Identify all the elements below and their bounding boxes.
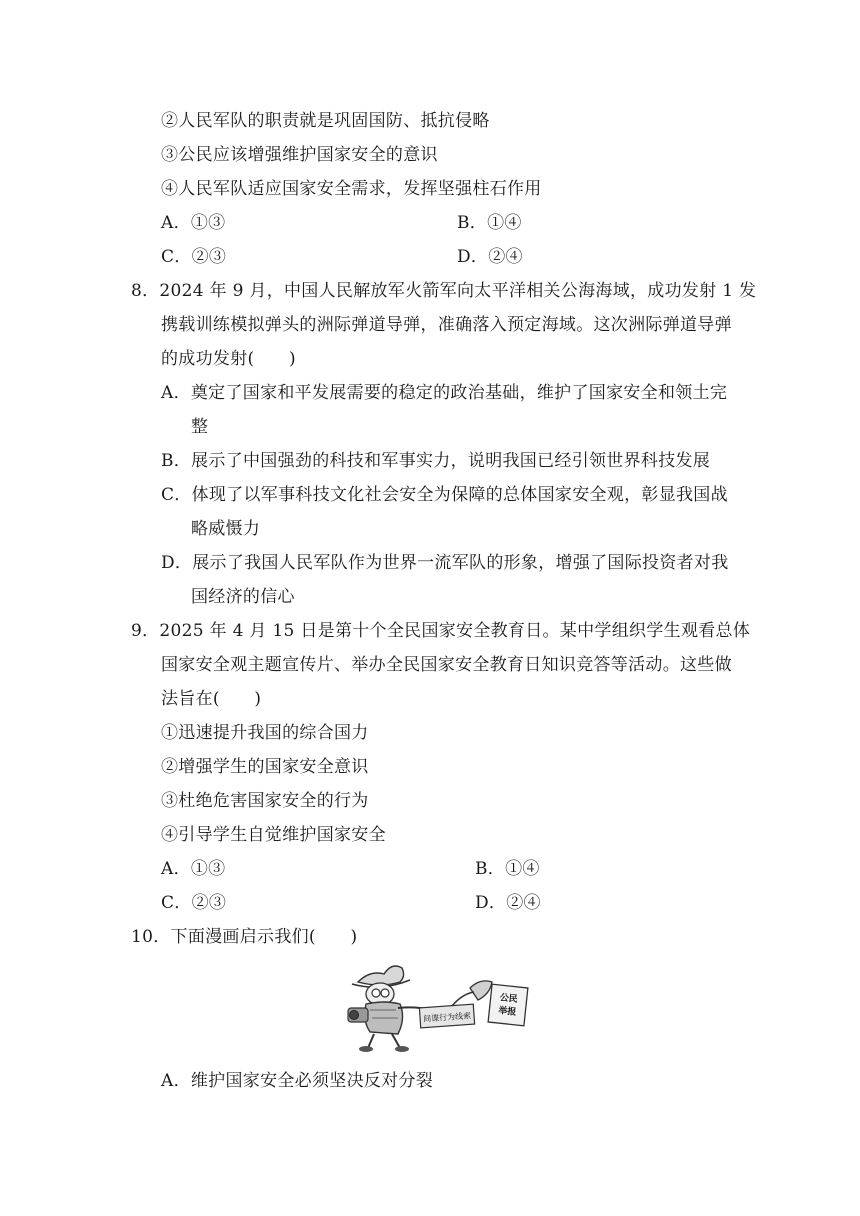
q7-option-b: B．①④: [457, 213, 522, 233]
spy-cartoon-illustration: [340, 948, 540, 1054]
q8-stem-line-3: 的成功发射( ): [161, 349, 296, 369]
q9-option-b: B．①④: [475, 859, 540, 879]
q8-option-d-line-1: D．展示了我国人民军队作为世界一流军队的形象，增强了国际投资者对我: [161, 553, 729, 573]
q8-stem-line-1: 8．2024 年 9 月，中国人民解放军火箭军向太平洋相关公海海域，成功发射 1 发: [131, 281, 757, 301]
q8-option-c-line-1: C．体现了以军事科技文化社会安全为保障的总体国家安全观，彰显我国战: [161, 485, 728, 505]
q10-stem: 10．下面漫画启示我们( ): [131, 927, 358, 947]
q7-statement-3: ③公民应该增强维护国家安全的意识: [161, 145, 438, 165]
q8-option-b: B．展示了中国强劲的科技和军事实力，说明我国已经引领世界科技发展: [161, 451, 711, 471]
q9-stem-line-1: 9．2025 年 4 月 15 日是第十个全民国家安全教育日。某中学组织学生观看总体: [131, 621, 751, 641]
q9-statement-2: ②增强学生的国家安全意识: [161, 757, 369, 777]
q9-option-a: A．①③: [161, 859, 226, 879]
spy-cartoon-icon: [340, 948, 540, 1054]
q9-statement-4: ④引导学生自觉维护国家安全: [161, 825, 386, 845]
q7-option-a: A．①③: [161, 213, 226, 233]
q9-stem-line-2: 国家安全观主题宣传片、举办全民国家安全教育日知识竞答等活动。这些做: [161, 655, 732, 675]
cartoon-envelope-text: 间谍行为线索: [422, 1011, 472, 1024]
q9-statement-1: ①迅速提升我国的综合国力: [161, 723, 369, 743]
q8-option-a-line-1: A．奠定了国家和平发展需要的稳定的政治基础，维护了国家安全和领土完: [161, 383, 728, 403]
q7-option-d: D．②④: [457, 247, 523, 267]
q9-statement-3: ③杜绝危害国家安全的行为: [161, 791, 369, 811]
q8-option-c-line-2: 略威慑力: [191, 519, 261, 539]
cartoon-sign-line-1: 公民: [499, 993, 519, 1005]
q8-stem-line-2: 携载训练模拟弹头的洲际弹道导弹，准确落入预定海域。这次洲际弹道导弹: [161, 315, 732, 335]
q8-option-a-line-2: 整: [191, 417, 209, 437]
q9-stem-line-3: 法旨在( ): [161, 689, 262, 709]
q9-option-d: D．②④: [475, 893, 541, 913]
q7-option-c: C．②③: [161, 247, 227, 267]
cartoon-sign-line-2: 举报: [497, 1006, 517, 1018]
q7-statement-4: ④人民军队适应国家安全需求，发挥坚强柱石作用: [161, 179, 542, 199]
q10-option-a: A．维护国家安全必须坚决反对分裂: [161, 1071, 434, 1091]
q9-option-c: C．②③: [161, 893, 227, 913]
q8-option-d-line-2: 国经济的信心: [191, 587, 295, 607]
q7-statement-2: ②人民军队的职责就是巩固国防、抵抗侵略: [161, 111, 490, 131]
